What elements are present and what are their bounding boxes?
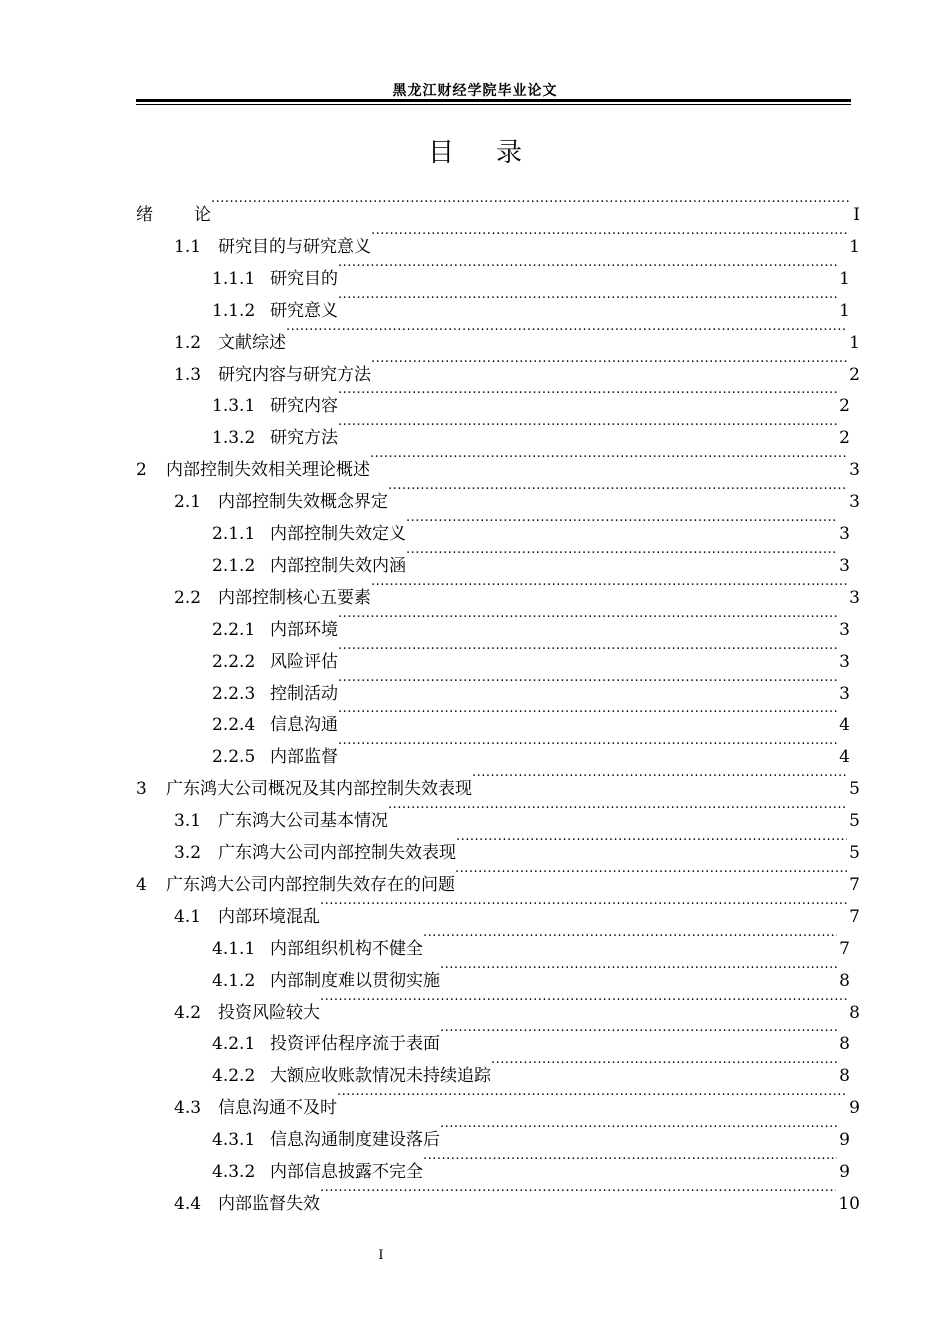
toc-entry-page: I <box>853 205 860 225</box>
toc-dot-leader <box>472 764 847 794</box>
toc-entry-page: 5 <box>849 811 860 832</box>
toc-entry-page: 8 <box>839 970 850 991</box>
toc-entry[interactable] <box>212 1019 850 1055</box>
toc-dot-leader <box>320 988 847 1018</box>
toc-entry-title: 内部监督 <box>270 747 338 768</box>
toc-dot-leader <box>371 350 847 380</box>
toc-entry-page: 4 <box>839 747 850 768</box>
toc-entry-number: 2.2 <box>174 587 202 608</box>
toc-dot-leader <box>371 222 847 252</box>
toc-entry[interactable] <box>174 318 860 353</box>
toc-entry-title: 风险评估 <box>270 651 338 672</box>
toc-entry-page: 8 <box>849 1002 860 1023</box>
toc-entry-number: 2.2.5 <box>212 747 256 768</box>
toc-entry-number: 4.3 <box>174 1098 202 1119</box>
toc-dot-leader <box>338 254 837 284</box>
toc-entry-page: 7 <box>839 938 850 959</box>
toc-entry-page: 8 <box>839 1034 850 1055</box>
toc-dot-leader <box>338 381 837 411</box>
toc-entry-page: 1 <box>839 300 850 321</box>
toc-dot-leader <box>491 1051 837 1081</box>
toc-entry[interactable] <box>174 892 860 927</box>
toc-entry-title: 内部控制核心五要素 <box>218 587 371 608</box>
toc-entry-title: 广东鸿大公司基本情况 <box>218 811 388 832</box>
toc-dot-leader <box>455 860 847 890</box>
toc-entry[interactable] <box>212 924 850 959</box>
toc-entry-number: 2.2.1 <box>212 619 256 640</box>
toc-entry-number: 1.3.2 <box>212 428 256 449</box>
toc-dot-leader <box>320 892 847 922</box>
toc-dot-leader <box>320 1179 836 1209</box>
toc-entry-title: 控制活动 <box>270 683 338 704</box>
toc-entry-page: 9 <box>839 1162 850 1182</box>
toc-dot-leader <box>211 190 851 220</box>
toc-entry-title: 广东鸿大公司概况及其内部控制失效表现 <box>166 779 472 800</box>
toc-entry-title: 广东鸿大公司内部控制失效表现 <box>218 843 456 863</box>
toc-entry-title: 研究内容 <box>270 396 338 417</box>
toc-entry[interactable] <box>212 254 850 289</box>
toc-entry[interactable] <box>136 764 860 800</box>
toc-entry-title: 内部制度难以贯彻实施 <box>270 970 440 991</box>
toc-entry[interactable] <box>212 1115 850 1151</box>
toc-entry[interactable] <box>174 988 860 1023</box>
toc-entry-page: 3 <box>839 619 850 640</box>
toc-entry[interactable] <box>212 605 850 640</box>
toc-dot-leader <box>423 1147 837 1177</box>
toc-dot-leader <box>338 700 837 730</box>
toc-entry-title: 研究目的与研究意义 <box>218 236 371 257</box>
toc-dot-leader <box>388 477 847 507</box>
toc-dot-leader <box>338 637 837 667</box>
toc-entry-number: 1.1.2 <box>212 300 256 321</box>
toc-entry[interactable] <box>174 477 860 513</box>
toc-entry-page: 7 <box>849 874 860 895</box>
toc-entry-title: 信息沟通制度建设落后 <box>270 1130 440 1151</box>
toc-entry-page: 2 <box>839 396 850 417</box>
toc-entry-number: 4.2 <box>174 1002 202 1023</box>
header-rule-thick <box>136 99 851 102</box>
toc-entry-title: 大额应收账款情况未持续追踪 <box>270 1066 491 1087</box>
toc-entry[interactable] <box>174 1083 860 1119</box>
toc-entry-page: 1 <box>839 268 850 289</box>
toc-entry-title: 研究内容与研究方法 <box>218 364 371 385</box>
toc-dot-leader <box>338 732 837 762</box>
toc-entry[interactable] <box>212 509 850 544</box>
toc-entry-title: 投资评估程序流于表面 <box>270 1034 440 1055</box>
toc-entry-number: 2.2.3 <box>212 683 256 704</box>
toc-entry-page: 3 <box>849 460 860 481</box>
toc-entry-number: 2.2.2 <box>212 651 256 672</box>
toc-entry-title: 研究方法 <box>270 428 338 449</box>
toc-entry-number: 2.1 <box>174 492 202 513</box>
toc-dot-leader <box>440 956 837 986</box>
toc-entry-number: 4.1.1 <box>212 938 256 959</box>
toc-dot-leader <box>338 669 837 699</box>
toc-entry-title: 内部控制失效概念界定 <box>218 492 388 513</box>
toc-dot-leader <box>338 605 837 635</box>
toc-entry-title: 内部环境混乱 <box>218 906 320 927</box>
toc-entry[interactable] <box>136 860 860 895</box>
toc-entry-page: 3 <box>839 524 850 544</box>
toc-entry-page: 9 <box>839 1130 850 1151</box>
toc-entry[interactable] <box>174 1179 860 1214</box>
toc-dot-leader <box>456 828 847 858</box>
footer-page-number: I <box>378 1248 384 1263</box>
toc-entry[interactable] <box>212 541 850 576</box>
toc-entry[interactable] <box>212 956 850 991</box>
toc-entry-number: 3.2 <box>174 843 202 863</box>
toc-dot-leader <box>338 413 837 443</box>
toc-entry-title: 信息沟通不及时 <box>218 1098 337 1119</box>
toc-dot-leader <box>370 445 847 475</box>
toc-entry-page: 2 <box>839 428 850 449</box>
toc-entry-page: 3 <box>839 555 850 576</box>
toc-entry-page: 3 <box>849 587 860 608</box>
toc-dot-leader <box>371 573 847 603</box>
toc-entry-page: 8 <box>839 1066 850 1087</box>
toc-entry[interactable] <box>136 190 860 225</box>
toc-entry-number: 2.2.4 <box>212 715 256 736</box>
toc-dot-leader <box>338 286 837 316</box>
toc-entry-number: 2 <box>136 460 147 481</box>
toc-dot-leader <box>440 1019 837 1049</box>
toc-entry[interactable] <box>212 381 850 417</box>
toc-entry-title: 内部控制失效相关理论概述 <box>166 460 370 481</box>
toc-entry-title: 内部信息披露不完全 <box>270 1162 423 1182</box>
toc-entry-page: 3 <box>849 492 860 513</box>
toc-entry-number: 2.1.1 <box>212 524 256 544</box>
toc-entry-number: 3.1 <box>174 811 202 832</box>
toc-dot-leader <box>286 318 847 348</box>
toc-heading: 目录 <box>427 138 564 168</box>
toc-entry-number: 4.2.2 <box>212 1066 256 1087</box>
toc-entry-number: 4.1 <box>174 906 202 927</box>
toc-entry-page: 9 <box>849 1098 860 1119</box>
toc-entry-title: 内部控制失效定义 <box>270 524 406 544</box>
toc-entry[interactable] <box>174 573 860 608</box>
header-rule-thin <box>136 104 851 105</box>
toc-entry-number: 1.1 <box>174 236 202 257</box>
toc-entry-page: 5 <box>849 779 860 800</box>
toc-entry[interactable] <box>136 445 860 481</box>
toc-entry[interactable] <box>174 222 860 257</box>
toc-entry-title: 投资风险较大 <box>218 1002 320 1023</box>
toc-entry-page: 10 <box>838 1193 860 1214</box>
toc-entry-title: 论 <box>194 205 211 225</box>
toc-entry-title: 研究目的 <box>270 268 338 289</box>
toc-entry-page: 1 <box>849 332 860 353</box>
toc-entry[interactable] <box>212 669 850 704</box>
toc-entry-title: 信息沟通 <box>270 715 338 736</box>
toc-entry-number: 4.1.2 <box>212 970 256 991</box>
toc-entry-number: 1.3 <box>174 364 202 385</box>
toc-entry-number: 1.2 <box>174 332 202 353</box>
toc-entry-title: 内部监督失效 <box>218 1193 320 1214</box>
toc-entry-number: 4.4 <box>174 1193 202 1214</box>
toc-entry-title: 文献综述 <box>218 332 286 353</box>
toc-entry-title: 广东鸿大公司内部控制失效存在的问题 <box>166 874 455 895</box>
toc-entry-number: 4.3.1 <box>212 1130 256 1151</box>
toc-entry[interactable] <box>212 1051 850 1087</box>
toc-entry-page: 5 <box>849 843 860 863</box>
toc-entry[interactable] <box>212 637 850 672</box>
toc-dot-leader <box>406 541 837 571</box>
toc-dot-leader <box>440 1115 837 1145</box>
toc-entry[interactable] <box>174 350 860 385</box>
toc-entry[interactable] <box>212 700 850 736</box>
toc-entry-number: 2.1.2 <box>212 555 256 576</box>
toc-entry-page: 1 <box>849 236 860 257</box>
toc-entry-page: 4 <box>839 715 850 736</box>
toc-entry-number: 绪 <box>136 205 153 225</box>
toc-entry[interactable] <box>212 732 850 768</box>
toc-entry-number: 4.2.1 <box>212 1034 256 1055</box>
toc-entry[interactable] <box>212 286 850 321</box>
toc-dot-leader <box>388 796 847 826</box>
toc-entry-title: 研究意义 <box>270 300 338 321</box>
toc-dot-leader <box>406 509 837 539</box>
toc-entry-title: 内部组织机构不健全 <box>270 938 423 959</box>
toc-entry-page: 3 <box>839 651 850 672</box>
toc-entry[interactable] <box>174 828 860 863</box>
toc-dot-leader <box>337 1083 847 1113</box>
running-header: 黑龙江财经学院毕业论文 <box>392 83 558 99</box>
toc-entry-title: 内部环境 <box>270 619 338 640</box>
toc-entry-page: 3 <box>839 683 850 704</box>
toc-entry-title: 内部控制失效内涵 <box>270 555 406 576</box>
toc-entry-number: 1.1.1 <box>212 268 256 289</box>
toc-dot-leader <box>423 924 837 954</box>
toc-entry-number: 1.3.1 <box>212 396 256 417</box>
toc-entry-number: 3 <box>136 779 147 800</box>
toc-entry-page: 2 <box>849 364 860 385</box>
toc-entry[interactable] <box>174 796 860 832</box>
toc-entry-number: 4 <box>136 874 147 895</box>
toc-entry-number: 4.3.2 <box>212 1162 256 1182</box>
toc-entry-page: 7 <box>849 906 860 927</box>
toc-entry[interactable] <box>212 1147 850 1182</box>
toc-entry[interactable] <box>212 413 850 449</box>
